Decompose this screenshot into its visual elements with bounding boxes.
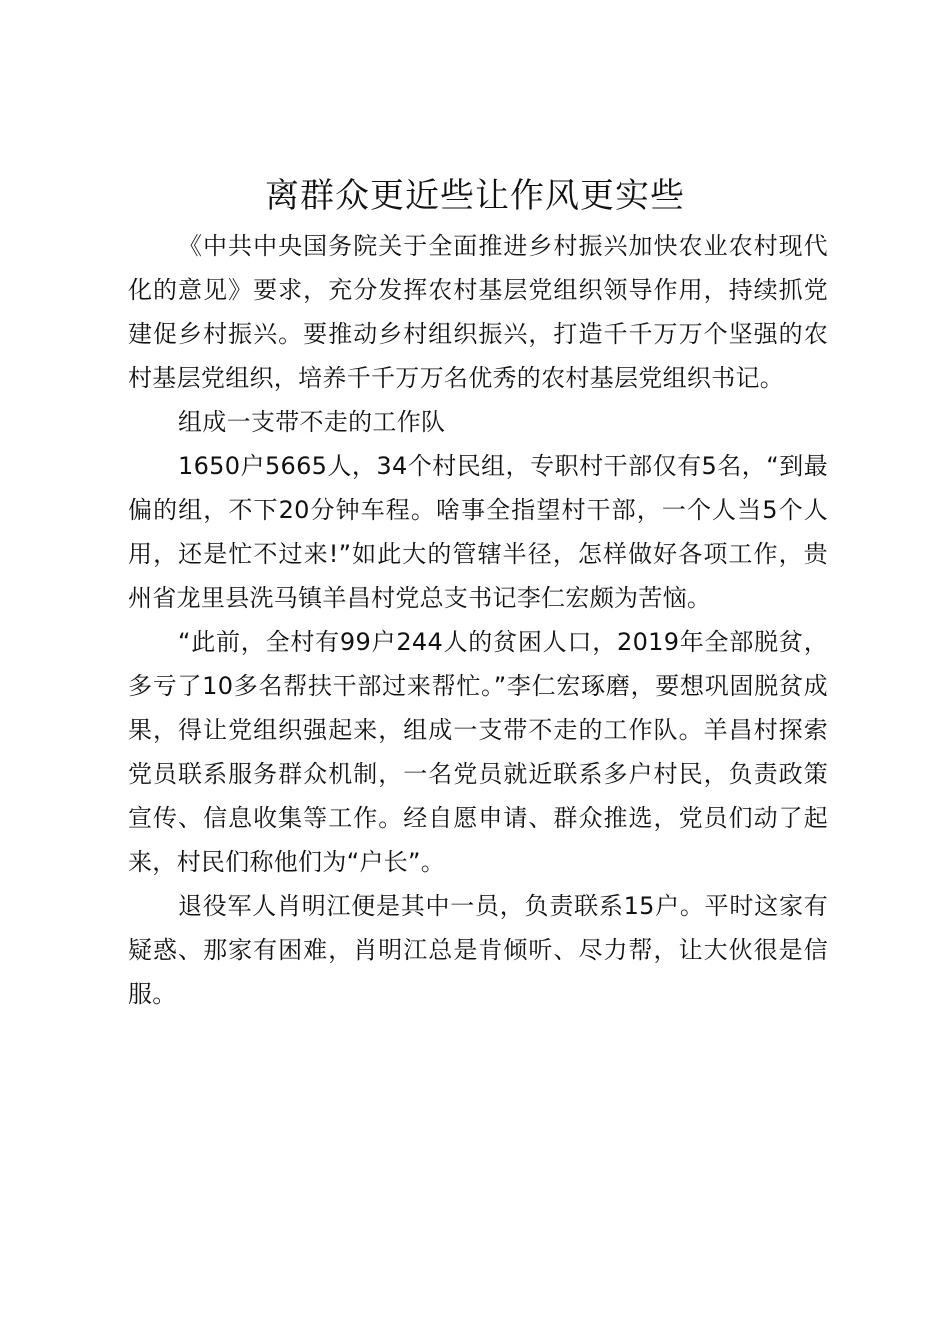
- paragraph-veteran: 退役军人肖明江便是其中一员，负责联系15户。平时这家有疑惑、那家有困难，肖明江总是肯倾听、尽力帮，让大伙很是信服。: [128, 892, 828, 1008]
- section-heading: 组成一支带不走的工作队: [178, 408, 446, 436]
- paragraph-village-stats: 1650户5665人，34个村民组，专职村干部仅有5名，“到最偏的组，不下20分钟车程。啥事全指望村干部，一个人当5个人用，还是忙不过来!”如此大的管辖半径，怎样做好各项工作，贵州省龙里县洗马镇羊昌村党总支书记李仁宏颇为苦恼。: [128, 452, 828, 612]
- document-title: 离群众更近些让作风更实些: [265, 176, 685, 216]
- paragraph-poverty-relief: “此前，全村有99户244人的贫困人口，2019年全部脱贫，多亏了10多名帮扶干部过来帮忙。”李仁宏琢磨，要想巩固脱贫成果，得让党组织强起来，组成一支带不走的工作队。羊昌村探索党员联系服务群众机制，一名党员就近联系多户村民，负责政策宣传、信息收集等工作。经自愿申请、群众推选，党员们动了起来，村民们称他们为“户长”。: [128, 628, 828, 876]
- paragraph-intro: 《中共中央国务院关于全面推进乡村振兴加快农业农村现代化的意见》要求，充分发挥农村基层党组织领导作用，持续抓党建促乡村振兴。要推动乡村组织振兴，打造千千万万个坚强的农村基层党组织，培养千千万万名优秀的农村基层党组织书记。: [128, 232, 828, 392]
- document-body: [128, 224, 828, 1016]
